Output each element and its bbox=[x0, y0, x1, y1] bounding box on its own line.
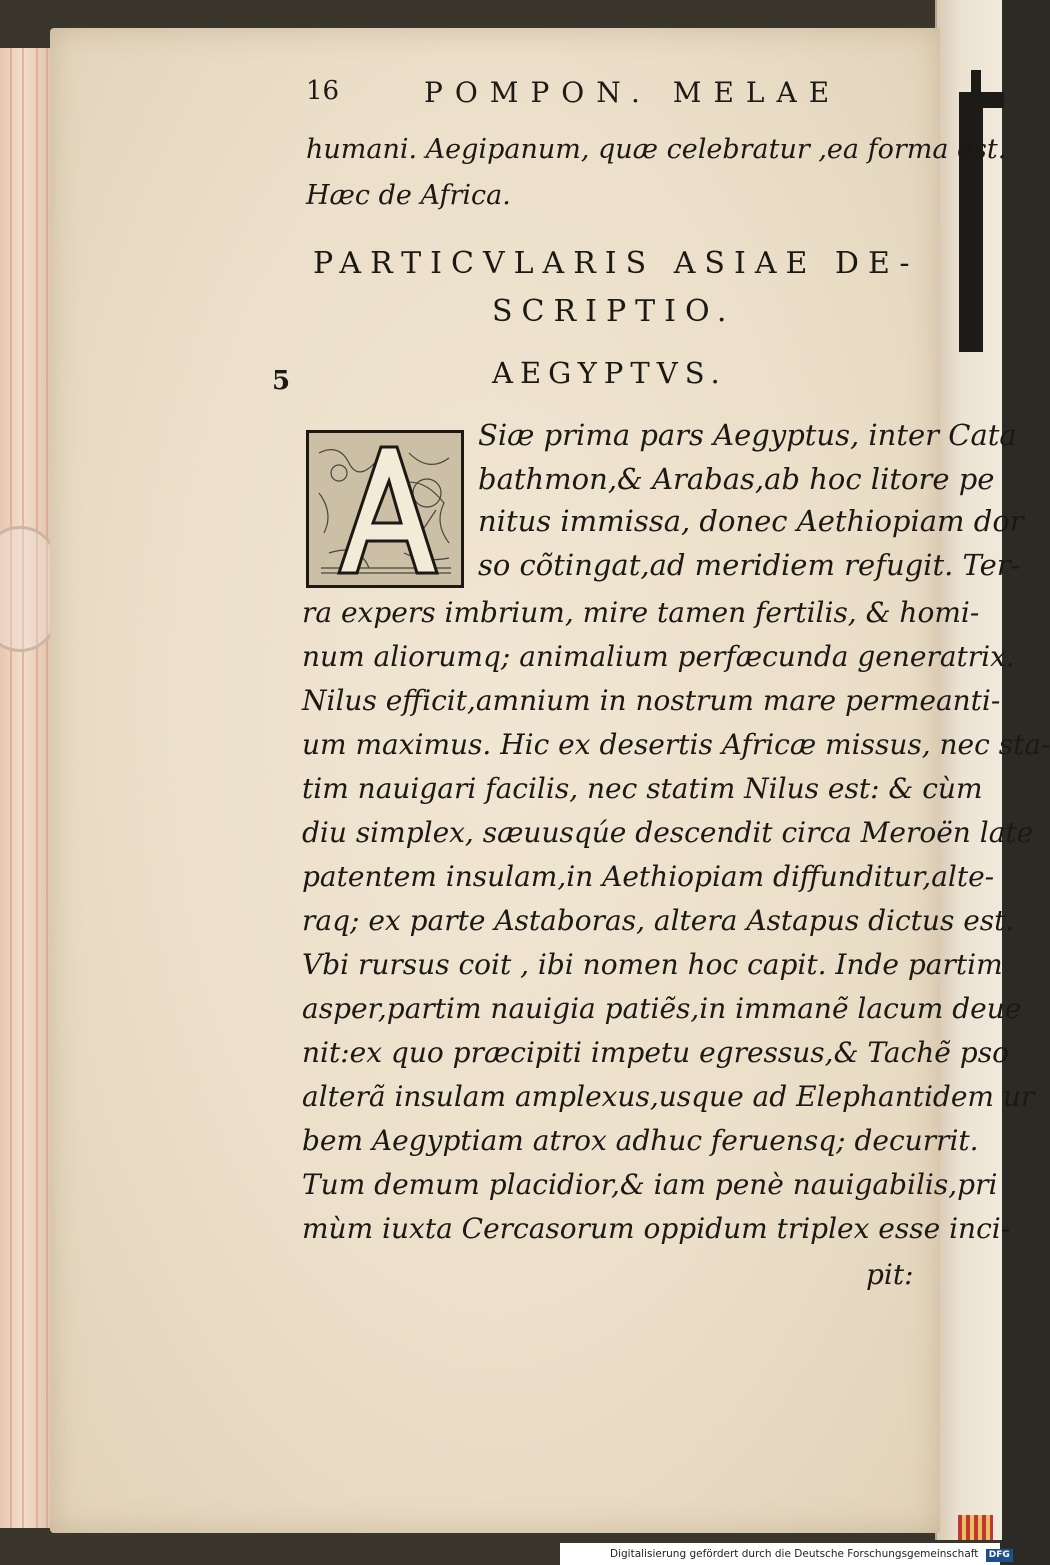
body-line: raq; ex parte Astaboras, altera Astapus dictus est. bbox=[302, 904, 1015, 937]
body-line: um maximus. Hic ex desertis Africæ missus, nec sta- bbox=[302, 728, 1050, 761]
body-line: diu simplex, sæuusqúe descendit circa Meroën late bbox=[302, 816, 1034, 849]
chapter-subheading: AEGYPTVS. bbox=[492, 356, 727, 390]
body-line: mùm iuxta Cercasorum oppidum triplex esse inci- bbox=[302, 1212, 1011, 1245]
following-page-edge bbox=[935, 0, 1002, 1540]
intro-line: humani. Aegipanum, quæ celebratur ,ea forma est. bbox=[306, 134, 1007, 165]
body-line: asper,partim nauigia patiẽs,in immanẽ lacum deue bbox=[302, 992, 1022, 1025]
body-line: ra expers imbrium, mire tamen fertilis, & homi- bbox=[302, 596, 980, 629]
body-line: nitus immissa, donec Aethiopiam dor bbox=[478, 504, 1024, 538]
running-head bbox=[306, 76, 846, 116]
body-line: patentem insulam,in Aethiopiam diffunditur,alte- bbox=[302, 860, 995, 893]
catchword: pit: bbox=[866, 1258, 914, 1291]
body-line: Siæ prima pars Aegyptus, inter Cata bbox=[478, 418, 1017, 452]
body-line: Nilus efficit,amnium in nostrum mare permeanti- bbox=[302, 684, 1001, 717]
page-number: 16 bbox=[306, 76, 340, 106]
decorated-initial-icon bbox=[306, 430, 464, 588]
running-head-title: POMPON. MELAE bbox=[424, 76, 842, 109]
body-line: num aliorumq; animalium perfæcunda generatrix. bbox=[302, 640, 1015, 673]
ribbon-bookmark bbox=[958, 1515, 993, 1540]
body-line: bathmon,& Arabas,ab hoc litore pe bbox=[478, 462, 995, 496]
body-line: tim nauigari facilis, nec statim Nilus est: & cùm bbox=[302, 772, 983, 805]
footer-credit-text: Digitalisierung gefördert durch die Deutsche Forschungsgemeinschaft bbox=[610, 1548, 979, 1560]
body-line: Tum demum placidior,& iam penè nauigabilis,pri bbox=[302, 1168, 998, 1201]
body-line: alterã insulam amplexus,usque ad Elephantidem ur bbox=[302, 1080, 1035, 1113]
body-line: Vbi rursus coit , ibi nomen hoc capit. Inde partim bbox=[302, 948, 1003, 981]
body-line: nit:ex quo præcipiti impetu egressus,& Tachẽ pso bbox=[302, 1036, 1009, 1069]
intro-line: Hæc de Africa. bbox=[306, 180, 511, 211]
body-line: so cõtingat,ad meridiem refugit. Ter- bbox=[478, 548, 1021, 582]
margin-number: 5 bbox=[272, 366, 291, 396]
section-heading-line2: SCRIPTIO. bbox=[492, 294, 736, 329]
body-line: bem Aegyptiam atrox adhuc feruensq; decurrit. bbox=[302, 1124, 979, 1157]
section-heading-line1: PARTICVLARIS ASIAE DE- bbox=[313, 246, 919, 281]
dfg-logo-icon: DFG bbox=[986, 1549, 1013, 1562]
footer-credit-bar bbox=[560, 1543, 1010, 1565]
